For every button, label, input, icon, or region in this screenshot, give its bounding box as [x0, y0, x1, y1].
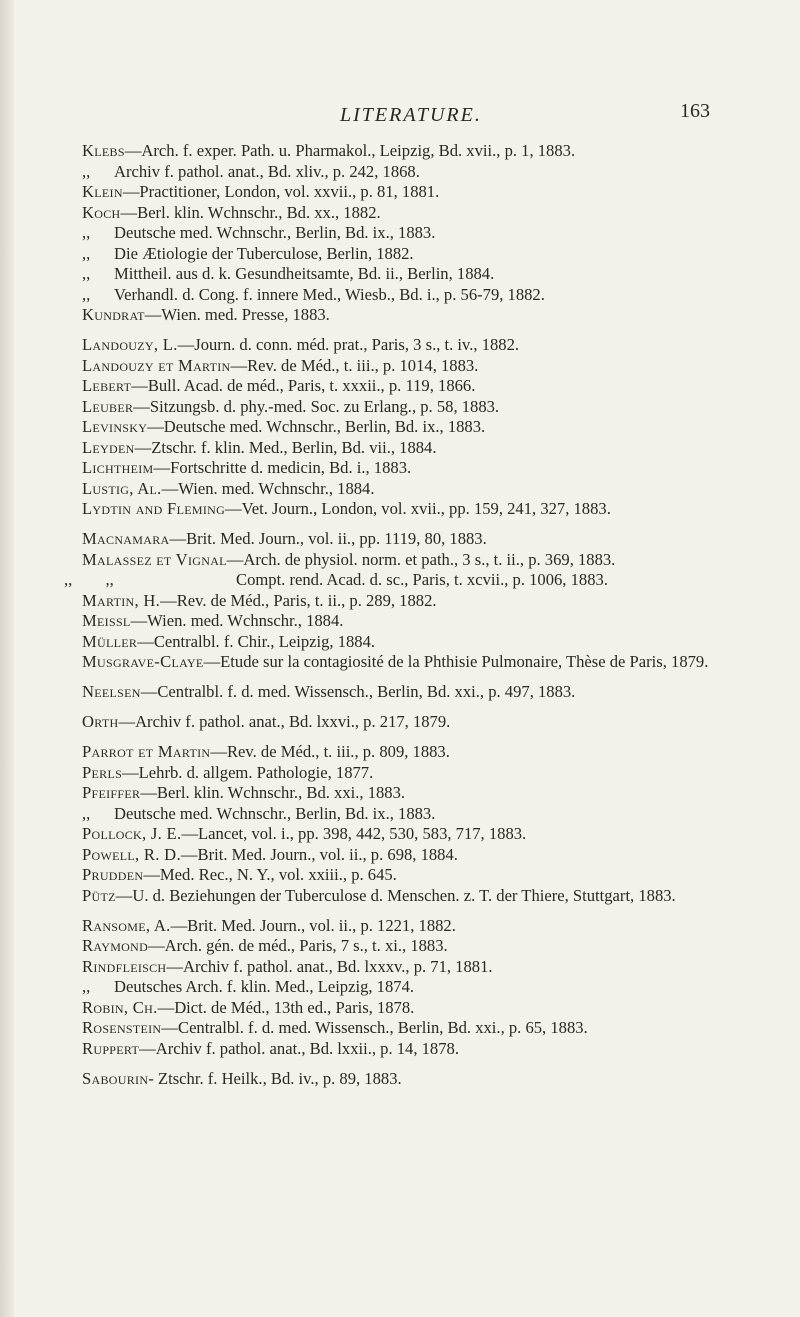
ref-text: —Sitzungsb. d. phy.-med. Soc. zu Erlang., p. 58, 1883.	[133, 396, 500, 416]
ref-entry	[82, 376, 787, 397]
ref-author: Pütz	[82, 885, 116, 905]
ditto-mark: ,,	[82, 284, 91, 304]
ref-author: Prudden	[82, 865, 144, 884]
ref-entry	[82, 244, 787, 265]
ditto-mark: ,,	[82, 243, 91, 263]
ref-text: —Centralbl. f. d. med. Wissensch., Berlin, Bd. xxi., p. 65, 1883.	[161, 1018, 588, 1037]
ref-author: Parrot et Martin	[82, 742, 211, 761]
ref-entry	[82, 682, 787, 703]
ref-text: —Lehrb. d. allgem. Pathologie, 1877.	[122, 762, 374, 782]
ref-author: Powell, R. D.	[82, 844, 181, 864]
ref-text: —Archiv f. pathol. anat., Bd. lxxxv., p. 71, 1881.	[166, 956, 493, 976]
ref-entry	[82, 742, 787, 763]
ref-text: —Med. Rec., N. Y., vol. xxiii., p. 645.	[143, 865, 397, 884]
ditto-mark: ,,	[82, 161, 91, 181]
ref-author: Ruppert	[82, 1038, 140, 1058]
ref-author: Raymond	[82, 936, 149, 955]
running-title: LITERATURE.	[340, 104, 482, 126]
ref-entry	[82, 264, 787, 285]
ref-text: —Centralbl. f. d. med. Wissensch., Berlin, Bd. xxi., p. 497, 1883.	[140, 682, 576, 701]
ref-entry	[82, 550, 787, 571]
ref-text: Deutsches Arch. f. klin. Med., Leipzig, 1874.	[114, 977, 415, 996]
ref-entry	[82, 916, 787, 937]
ref-entry	[82, 763, 787, 784]
ref-text: —Bull. Acad. de méd., Paris, t. xxxii., p. 119, 1866.	[131, 376, 476, 395]
ref-text: —Wien. med. Wchnschr., 1884.	[161, 478, 375, 498]
ref-author: Neelsen	[82, 682, 141, 701]
ref-author: Leyden	[82, 437, 135, 457]
ref-entry	[82, 632, 787, 653]
ref-text: —Fortschritte d. medicin, Bd. i., 1883.	[153, 458, 412, 477]
ref-author: Pollock, J. E.	[82, 824, 182, 843]
ref-author: Musgrave-Claye	[82, 652, 204, 671]
ref-entry	[82, 998, 787, 1019]
ref-entry	[82, 865, 787, 886]
ref-text: Compt. rend. Acad. d. sc., Paris, t. xcvii., p. 1006, 1883.	[236, 570, 608, 589]
ref-author: Meissl	[82, 611, 131, 630]
ref-text: —Rev. de Méd., t. iii., p. 809, 1883.	[210, 742, 450, 761]
ref-entry	[82, 824, 787, 845]
ref-text: —Centralbl. f. Chir., Leipzig, 1884.	[137, 631, 376, 651]
ref-author: Sabourin	[82, 1068, 149, 1088]
ref-author: Malassez et Vignal	[82, 549, 227, 569]
ref-entry	[82, 335, 787, 356]
ref-author: Ransome, A.	[82, 915, 171, 935]
ref-entry	[82, 458, 787, 479]
ref-author: Landouzy et Martin	[82, 355, 231, 375]
ref-text: —Archiv f. pathol. anat., Bd. lxxvi., p. 217, 1879.	[118, 712, 451, 731]
ref-author: Rosenstein	[82, 1018, 162, 1037]
ref-entry	[82, 356, 787, 377]
ref-text: —Arch. gén. de méd., Paris, 7 s., t. xi., 1883.	[148, 936, 448, 955]
ref-entry	[82, 162, 787, 183]
ref-entry	[82, 1018, 787, 1039]
ref-author: Orth	[82, 712, 119, 731]
ref-entry	[82, 223, 787, 244]
ref-text: Deutsche med. Wchnschr., Berlin, Bd. ix., 1883.	[114, 223, 436, 242]
ref-author: Levinsky	[82, 417, 148, 436]
page-header	[0, 100, 800, 140]
ref-entry	[64, 570, 787, 591]
ref-entry	[82, 977, 787, 998]
ref-entry	[82, 591, 787, 612]
ref-text: —U. d. Beziehungen der Tuberculose d. Menschen. z. T. der Thiere, Stuttgart, 1883.	[115, 885, 676, 905]
ref-text: Verhandl. d. Cong. f. innere Med., Wiesb., Bd. i., p. 56-79, 1882.	[114, 284, 545, 304]
ref-entry	[82, 182, 787, 203]
ref-text: —Rev. de Méd., t. iii., p. 1014, 1883.	[230, 355, 479, 375]
ref-text: —Vet. Journ., London, vol. xvii., pp. 159, 241, 327, 1883.	[225, 499, 611, 518]
ditto-mark: ,, ,,	[64, 570, 114, 589]
ref-author: Macnamara	[82, 529, 170, 548]
ref-text: Die Ætiologie der Tuberculose, Berlin, 1882.	[114, 243, 414, 263]
ref-text: —Brit. Med. Journ., vol. ii., p. 698, 1884.	[180, 844, 458, 864]
page-number: 163	[680, 100, 710, 122]
ref-entry	[82, 611, 787, 632]
ref-entry	[82, 141, 787, 162]
ref-author: Robin, Ch.	[82, 997, 158, 1017]
ref-author: Lydtin and Fleming	[82, 499, 226, 518]
ref-author: Klein	[82, 182, 123, 201]
ref-text: —Wien. med. Presse, 1883.	[144, 305, 330, 324]
ref-entry	[82, 499, 787, 520]
ditto-mark: ,,	[82, 223, 91, 242]
ref-text: —Lancet, vol. i., pp. 398, 442, 530, 583, 717, 1883.	[181, 824, 527, 843]
ref-text: Archiv f. pathol. anat., Bd. xliv., p. 242, 1868.	[114, 161, 420, 181]
ref-text: —Ztschr. f. klin. Med., Berlin, Bd. vii., 1884.	[134, 437, 437, 457]
page-gutter	[0, 0, 14, 1317]
ref-entry	[82, 783, 787, 804]
ditto-mark: ,,	[82, 264, 91, 283]
ref-entry	[82, 417, 787, 438]
ref-author: Lebert	[82, 376, 132, 395]
ref-text: Mittheil. aus d. k. Gesundheitsamte, Bd. ii., Berlin, 1884.	[114, 264, 495, 283]
ref-entry	[82, 886, 787, 907]
ref-entry	[82, 203, 787, 224]
ref-text: —Archiv f. pathol. anat., Bd. lxxii., p. 14, 1878.	[139, 1038, 459, 1058]
ref-text: —Deutsche med. Wchnschr., Berlin, Bd. ix., 1883.	[147, 417, 486, 436]
ref-text: Deutsche med. Wchnschr., Berlin, Bd. ix., 1883.	[114, 803, 436, 823]
ref-entry	[82, 936, 787, 957]
ref-author: Pfeiffer	[82, 783, 141, 802]
ref-text: —Journ. d. conn. méd. prat., Paris, 3 s., t. iv., 1882.	[177, 335, 520, 354]
ref-entry	[82, 529, 787, 550]
ref-entry	[82, 712, 787, 733]
ref-author: Rindfleisch	[82, 956, 167, 976]
ref-author: Lustig, Al.	[82, 478, 162, 498]
ref-author: Klebs	[82, 141, 125, 160]
ref-entry	[82, 285, 787, 306]
ref-text: —Brit. Med. Journ., vol. ii., pp. 1119, 80, 1883.	[169, 529, 487, 548]
ref-author: Koch	[82, 202, 121, 222]
ref-text: —Berl. klin. Wchnschr., Bd. xx., 1882.	[120, 202, 381, 222]
ref-entry	[82, 479, 787, 500]
ref-entry	[82, 1039, 787, 1060]
ref-entry	[82, 845, 787, 866]
ref-entry	[82, 652, 787, 673]
ref-text: —Arch. de physiol. norm. et path., 3 s., t. ii., p. 369, 1883.	[226, 549, 616, 569]
ref-text: —Wien. med. Wchnschr., 1884.	[130, 611, 344, 630]
ref-entry	[82, 305, 787, 326]
ref-author: Kundrat	[82, 305, 145, 324]
ref-text: —Rev. de Méd., Paris, t. ii., p. 289, 1882.	[160, 590, 437, 610]
ref-text: —Berl. klin. Wchnschr., Bd. xxi., 1883.	[140, 783, 406, 802]
ref-author: Martin, H.	[82, 590, 161, 610]
ref-text: —Brit. Med. Journ., vol. ii., p. 1221, 1882.	[170, 915, 456, 935]
ref-entry	[82, 1069, 787, 1090]
ref-author: Lichtheim	[82, 458, 154, 477]
ref-entry	[82, 438, 787, 459]
ref-entry	[82, 397, 787, 418]
ref-author: Landouzy, L.	[82, 335, 178, 354]
ref-author: Perls	[82, 762, 123, 782]
reference-list	[64, 141, 787, 1089]
ref-text: —Dict. de Méd., 13th ed., Paris, 1878.	[157, 997, 415, 1017]
ref-text: —Practitioner, London, vol. xxvii., p. 81, 1881.	[122, 182, 440, 201]
ref-text: —Arch. f. exper. Path. u. Pharmakol., Leipzig, Bd. xvii., p. 1, 1883.	[124, 141, 576, 160]
ref-text: - Ztschr. f. Heilk., Bd. iv., p. 89, 1883.	[148, 1068, 402, 1088]
ditto-mark: ,,	[82, 803, 91, 823]
ref-text: —Etude sur la contagiosité de la Phthisie Pulmonaire, Thèse de Paris, 1879.	[203, 652, 709, 671]
ref-entry	[82, 957, 787, 978]
ref-author: Müller	[82, 631, 138, 651]
ditto-mark: ,,	[82, 977, 91, 996]
ref-author: Leuber	[82, 396, 134, 416]
ref-entry	[82, 804, 787, 825]
